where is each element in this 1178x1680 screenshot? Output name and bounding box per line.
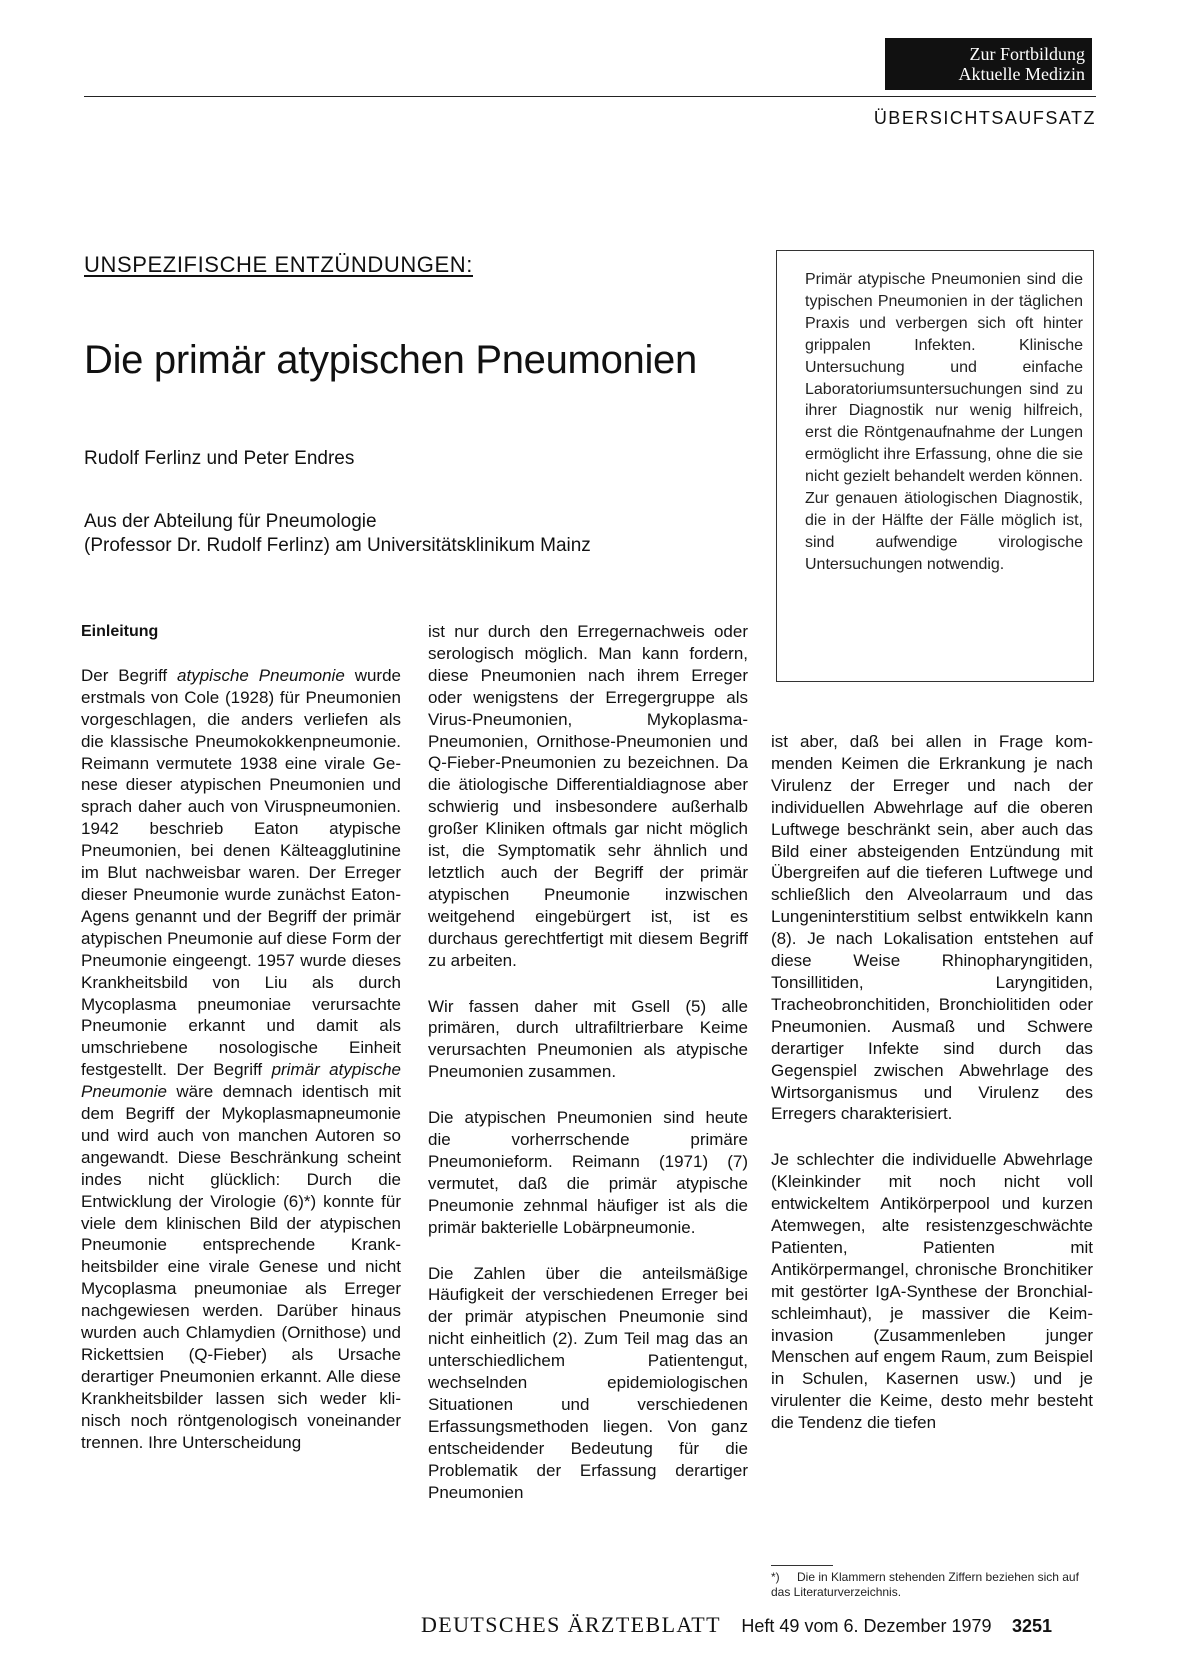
emphasis-term: atypische Pneumonie: [177, 665, 345, 685]
text-run: Der Begriff: [81, 665, 178, 685]
summary-box: [776, 250, 1094, 682]
paragraph: [81, 665, 401, 1454]
paragraph: Die atypischen Pneumonien sind heute die vorherrschende primäre Pneumonieform. Reimann (1971) (7) vermutet, daß die primär atypische Pneumonie zehnmal häufiger ist als die primär bakterielle Lobärpneumonie.: [428, 1108, 748, 1237]
text-run: wäre demnach identisch mit dem Begriff der Mykoplasmapneumonie und wird auch von manchen Autoren so angewandt. Diese Beschränkung scheint indes nicht glücklich: Durch die Entwicklung der Virologie (6)*) konnte für viele dem klinischen Bild der atypischen Pneumonie entsprechende Krankheitsbilder eine virale Genese und nicht Mycoplasma pneumoniae als Erreger nachgewiesen werden. Darüber hinaus wurden auch Chlamydien (Ornithose) und Rickettsien (Q-Fieber) als Ursache derartiger Pneumonien erkannt. Alle diese Krankheitsbilder lassen sich weder klinisch noch röntgenologisch voneinander trennen. Ihre Unterscheidung: [81, 1082, 401, 1452]
page-number: 3251: [1012, 1616, 1053, 1636]
rubric-line-2: Aktuelle Medizin: [958, 64, 1085, 84]
rubric-badge: [885, 38, 1092, 90]
text-run: wurde erstmals von Cole (1928) für Pneumonien vorgeschlagen, die anders verliefen als die klassische Pneumokokkenpneumonie. Reimann vermutete 1938 eine virale Genese dieser atypischen Pneumonien und sprach daher auch von Viruspneumonien. 1942 beschrieb Eaton atypische Pneumonien, bei denen Kälteagglutinine im Blut nachweisbar waren. Der Erreger dieser Pneumonie wurde zunächst Eaton-Agens genannt und der Begriff der primär atypischen Pneumonie auf diese Form der Pneumonie eingeengt. 1957 wurde dieses Krankheitsbild von Liu als durch Mycoplasma pneumoniae verursachte Pneumonie erkannt und damit als umschriebene nosologische Einheit festgestellt. Der Begriff: [81, 665, 401, 1080]
paragraph: Wir fassen daher mit Gsell (5) alle primären, durch ultrafiltrierbare Keime verursachten Pneumonien als atypische Pneumonien zusammen.: [428, 996, 748, 1082]
paragraph: Je schlechter die individuelle Abwehrlage (Kleinkinder mit noch nicht voll entwickeltem Antikörperpool und kurzen Atemwegen, alte resistenzgeschwächte Patienten, Patienten mit Antikörpermangel, chronische Bronchitiker mit gestörter IgA-Synthese der Bronchialschleimhaut), je massiver die Keiminvasion (Zusammenleben junger Menschen auf engem Raum, zum Beispiel in Schulen, Kasernen usw.) und je virulenter die Keime, desto mehr besteht die Tendenz die tiefen: [771, 1150, 1093, 1433]
issue-info: Heft 49 vom 6. Dezember 1979: [741, 1616, 992, 1636]
affiliation-line-2: (Professor Dr. Rudolf Ferlinz) am Universitätsklinikum Mainz: [84, 535, 591, 556]
paragraph: ist aber, daß bei allen in Frage kommenden Keimen die Erkrankung je nach Virulenz der Erreger und nach der individuellen Abwehrlage auf die oberen Luftwege beschränkt sein, aber auch das Bild einer absteigenden Entzündung mit Übergreifen auf die tieferen Luftwege und schließlich den Alveolarraum und das Lungeninterstitium selbst entwikkeln kann (8). Je nach Lokalisation entstehen auf diese Weise Rhinopharyngitiden, Tonsillitiden, Laryngitiden, Tracheobronchitiden, Bronchiolitiden oder Pneumonien. Ausmaß und Schwere derartiger Infekte sind durch das Gegenspiel zwischen Abwehrlage des Wirtsorganismus und Virulenz des Erregers charakterisiert.: [771, 732, 1093, 1124]
article-title: Die primär atypischen Pneumonien: [84, 338, 697, 382]
footnote-text: Die in Klammern stehenden Ziffern beziehen sich auf das Literaturverzeichnis.: [771, 1570, 1079, 1599]
section-label: ÜBERSICHTSAUFSATZ: [873, 108, 1096, 128]
journal-name: DEUTSCHES ÄRZTEBLATT: [421, 1612, 721, 1637]
article-authors: Rudolf Ferlinz und Peter Endres: [84, 448, 355, 469]
body-column-1: [81, 621, 401, 1454]
article-kicker: UNSPEZIFISCHE ENTZÜNDUNGEN:: [84, 252, 473, 277]
paragraph: ist nur durch den Erregernachweis oder serologisch möglich. Man kann fordern, diese Pneumonien nach ihrem Erreger oder wenigstens der Erregergruppe als Virus-Pneumonien, Mykoplasma-Pneumonien, Ornithose-Pneumonien und Q-Fieber-Pneumonien zu bezeichnen. Da die ätiologische Differentialdiagnose aber schwierig und insbesondere außerhalb großer Kliniken oftmals gar nicht möglich ist, die Symptomatik sehr ähnlich und letztlich auch der Begriff der primär atypischen Pneumonie inzwischen weitgehend eingebürgert ist, ist es durchaus gerechtfertigt mit diesem Begriff zu arbeiten.: [428, 622, 748, 970]
affiliation-line-1: Aus der Abteilung für Pneumologie: [84, 511, 377, 532]
header-rule: [84, 96, 1096, 97]
paragraph: Die Zahlen über die anteilsmäßige Häufigkeit der verschiedenen Erreger bei der primär atypischen Pneumonie sind nicht einheitlich (2). Zum Teil mag das an unterschiedlichem Patientengut, wechselnden epidemiologischen Situationen und verschiedenen Erfassungsmethoden liegen. Von ganz entscheidender Bedeutung für die Problematik der Erfassung derartiger Pneumonien: [428, 1263, 748, 1502]
footnote-mark: *): [771, 1570, 780, 1584]
footnote: [771, 1570, 1093, 1600]
rubric-line-1: Zur Fortbildung: [969, 44, 1085, 64]
summary-text: Primär atypische Pneumonien sind die typischen Pneumonien in der täglichen Praxis und verbergen sich oft hinter grippalen Infekten. Klinische Untersuchung und einfache Laboratoriumsuntersuchungen sind zu ihrer Diagnostik nur wenig hilfreich, erst die Röntgenaufnahme der Lungen ermöglicht ihre Erfassung, ohne die sie nicht gezielt behandelt werden können. Zur genauen ätiologischen Diagnostik, die in der Hälfte der Fälle möglich ist, sind aufwendige virologische Untersuchungen notwendig.: [805, 271, 1083, 573]
page-footer: [421, 1612, 1052, 1638]
body-column-2: [428, 621, 748, 1504]
body-column-3: [771, 731, 1093, 1434]
emphasis-term: primär atypische Pneumonie: [81, 1060, 401, 1102]
footnote-rule: [771, 1565, 833, 1566]
section-heading: Einleitung: [81, 623, 159, 640]
